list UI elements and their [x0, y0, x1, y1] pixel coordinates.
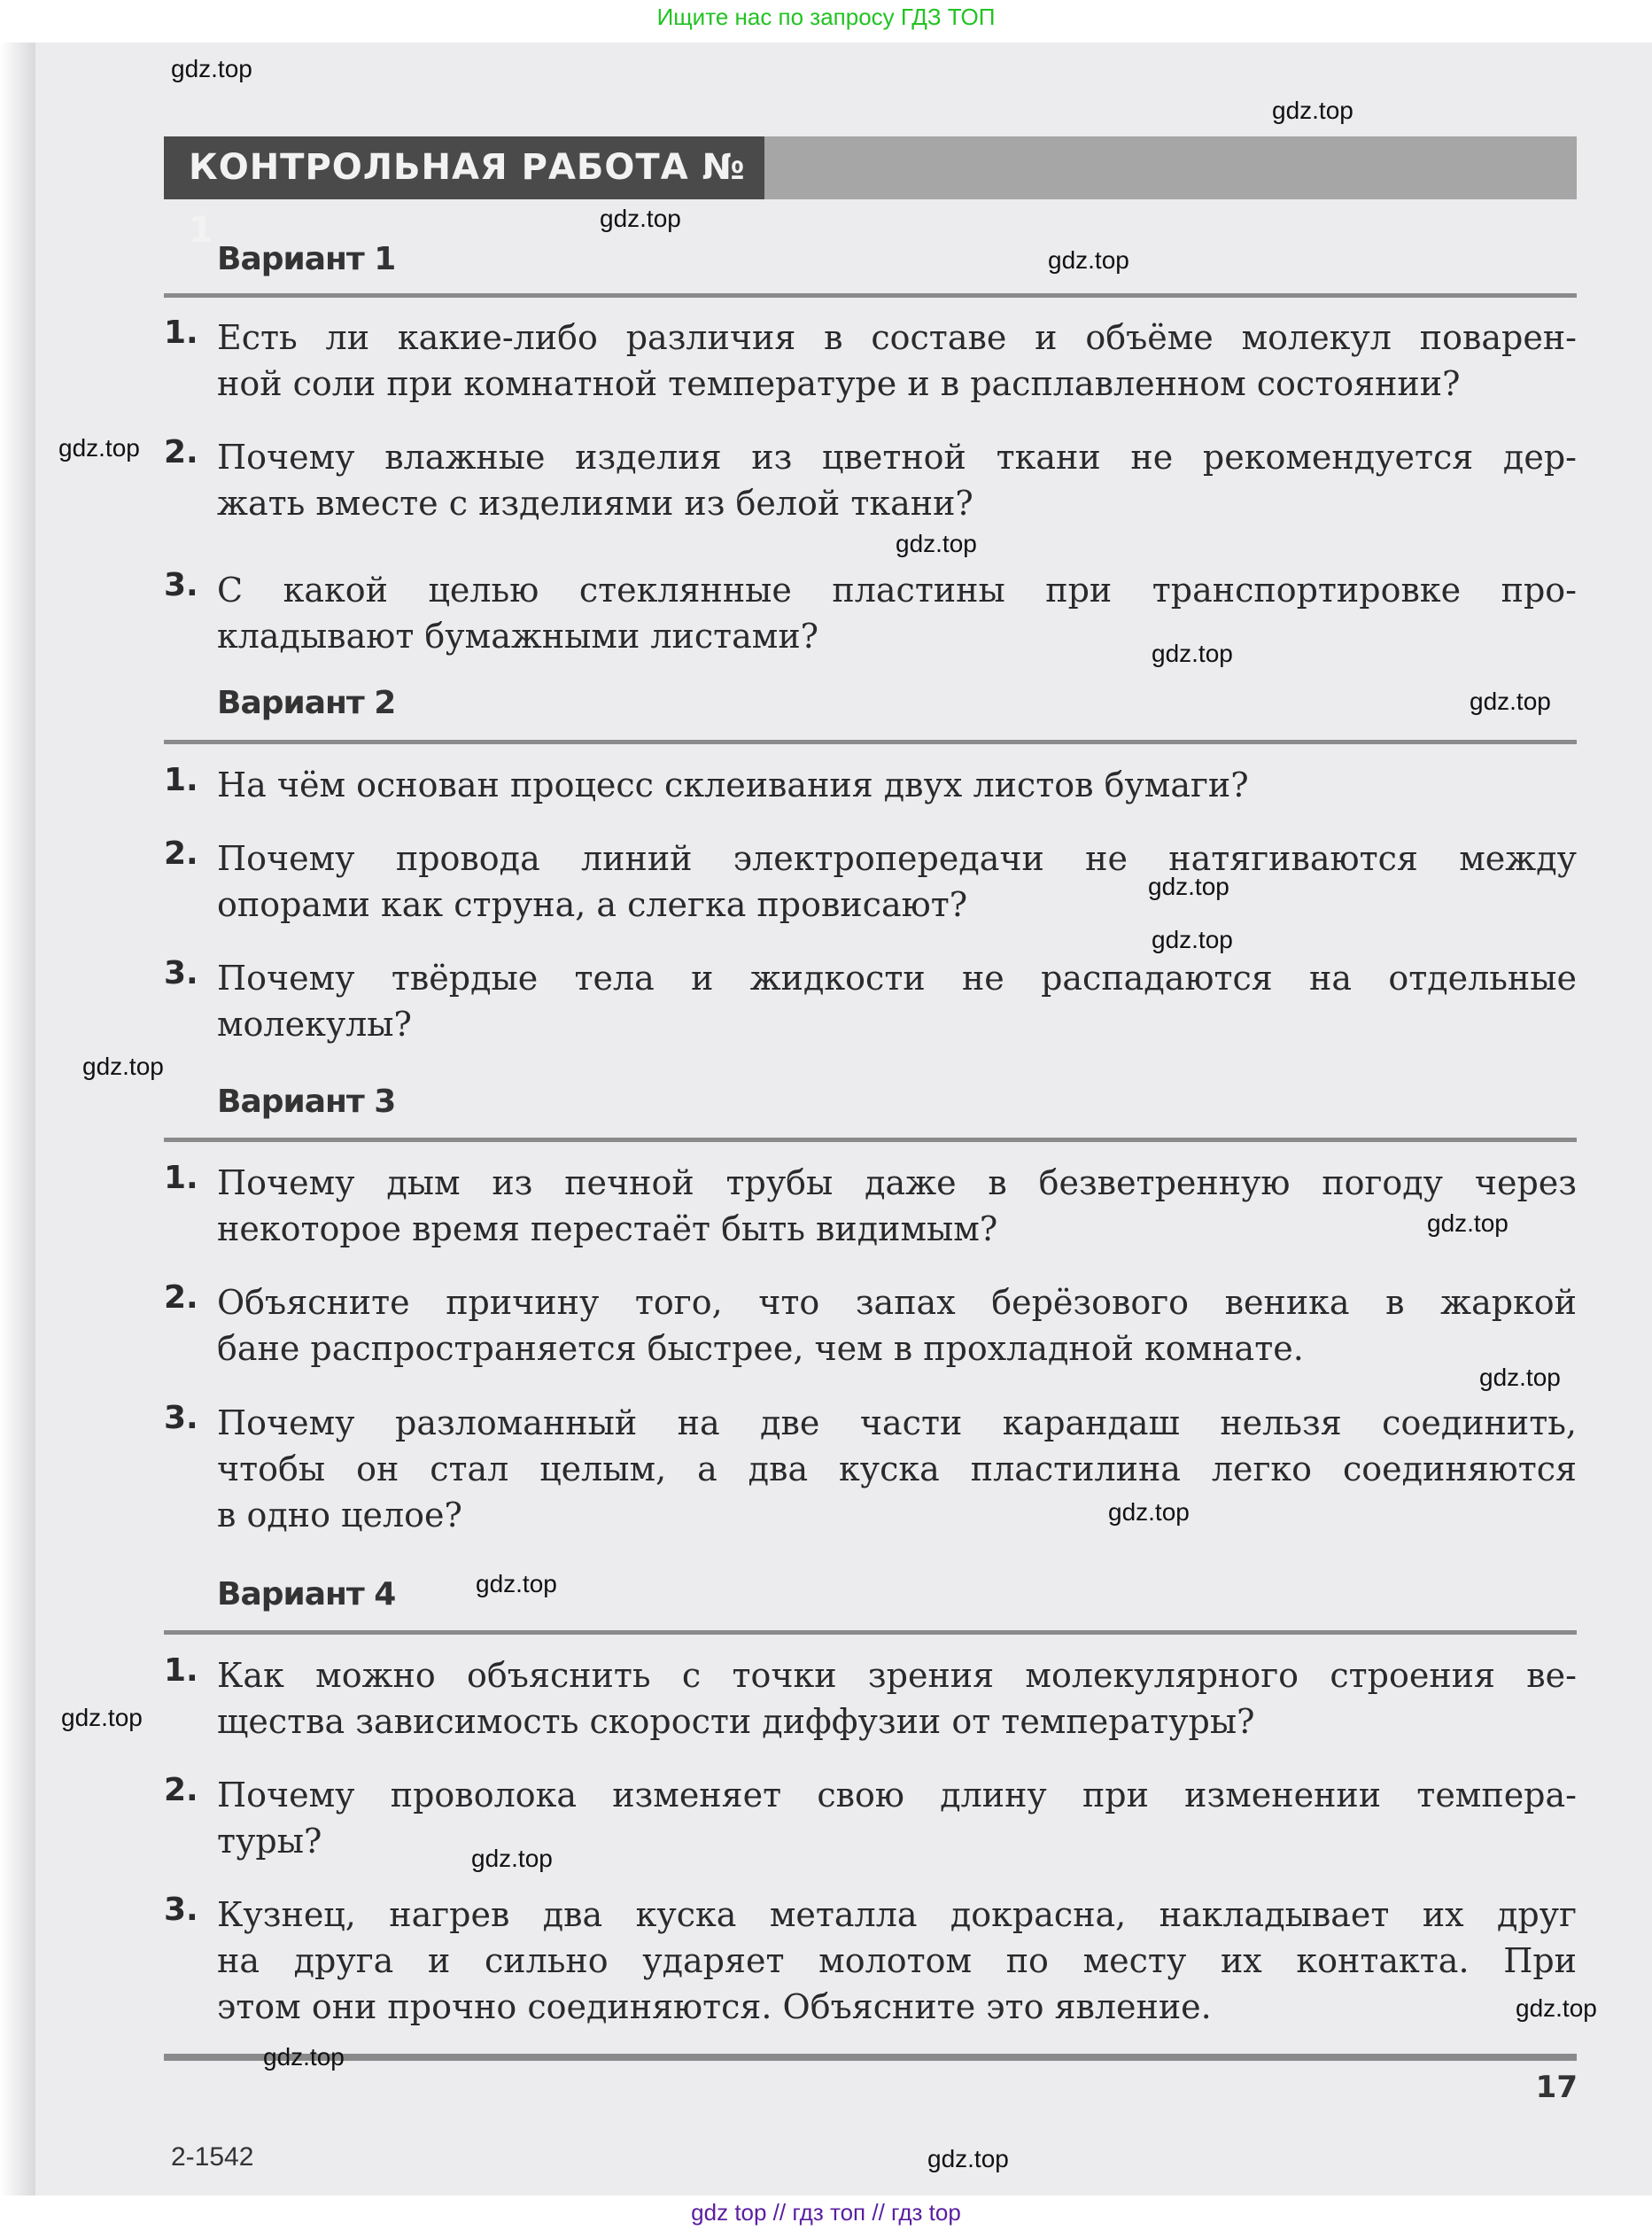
question-line: жать вместе с изделиями из белой ткани? — [217, 484, 973, 523]
question — [164, 1279, 1577, 1372]
footer-rule — [164, 2054, 1577, 2061]
print-code: 2-1542 — [171, 2142, 254, 2172]
footer-link[interactable]: gdz top // гдз топ // гдз top — [691, 2199, 961, 2226]
question — [164, 1652, 1577, 1745]
watermark: gdz.top — [896, 530, 977, 557]
question-line: Почему проволока изменяет свою длину при изменении темпера- — [217, 1776, 1577, 1814]
variant-heading: Вариант 4 — [217, 1576, 396, 1612]
question-number: 2. — [164, 1279, 198, 1316]
search-banner[interactable]: Ищите нас по запросу ГДЗ ТОП — [656, 4, 996, 30]
question-line: Объясните причину того, что запах берёзового веника в жаркой — [217, 1283, 1577, 1322]
question — [164, 1892, 1577, 2030]
question-text — [217, 1772, 1577, 1864]
question-number: 1. — [164, 1160, 198, 1196]
variant-heading: Вариант 1 — [217, 241, 396, 277]
question-line: чтобы он стал целым, а два куска пластилина легко соединяются — [217, 1449, 1577, 1488]
question-number: 3. — [164, 955, 198, 991]
question-text — [217, 1652, 1577, 1745]
question-number: 3. — [164, 1892, 198, 1928]
question-line: щества зависимость скорости диффузии от температуры? — [217, 1702, 1255, 1741]
question-text — [217, 762, 1577, 808]
variant-heading: Вариант 2 — [217, 685, 396, 721]
page-number: 17 — [1535, 2070, 1578, 2105]
question-text — [217, 1892, 1577, 2030]
question-line: Как можно объяснить с точки зрения молекулярного строения ве- — [217, 1656, 1577, 1695]
watermark: gdz.top — [171, 55, 252, 82]
question-text — [217, 835, 1577, 928]
watermark: gdz.top — [1272, 97, 1353, 124]
question-line: Почему провода линий электропередачи не натягиваются между — [217, 839, 1577, 878]
question-line: туры? — [217, 1822, 322, 1861]
question-line: кладывают бумажными листами? — [217, 617, 819, 656]
question-number: 1. — [164, 315, 198, 351]
variant-rule — [164, 740, 1577, 744]
question-text — [217, 955, 1577, 1047]
watermark: gdz.top — [58, 434, 140, 462]
question-line: молекулы? — [217, 1005, 412, 1044]
watermark: gdz.top — [1470, 688, 1551, 715]
question-line: Почему влажные изделия из цветной ткани не рекомендуется дер- — [217, 438, 1577, 477]
watermark: gdz.top — [1152, 926, 1233, 953]
watermark: gdz.top — [476, 1570, 557, 1597]
question-line: Почему дым из печной трубы даже в безветренную погоду через — [217, 1163, 1577, 1202]
watermark: gdz.top — [1479, 1364, 1561, 1391]
watermark: gdz.top — [1148, 873, 1229, 900]
question — [164, 835, 1577, 928]
page-title: КОНТРОЛЬНАЯ РАБОТА № 1 — [164, 136, 764, 199]
question-text — [217, 434, 1577, 526]
question-line: на друга и сильно ударяет молотом по месту их контакта. При — [217, 1941, 1577, 1980]
variant-rule — [164, 293, 1577, 298]
variant-rule — [164, 1138, 1577, 1142]
question-line: ной соли при комнатной температуре и в расплавленном состоянии? — [217, 364, 1461, 403]
page-spine — [0, 43, 35, 2195]
watermark: gdz.top — [1108, 1498, 1190, 1526]
question-text — [217, 1279, 1577, 1372]
question — [164, 1160, 1577, 1252]
watermark: gdz.top — [1516, 1994, 1597, 2022]
question-text — [217, 1400, 1577, 1538]
watermark: gdz.top — [927, 2145, 1009, 2172]
watermark: gdz.top — [600, 205, 681, 232]
question-number: 3. — [164, 1400, 198, 1436]
question-line: На чём основан процесс склеивания двух листов бумаги? — [217, 765, 1249, 804]
question — [164, 434, 1577, 526]
question-line: этом они прочно соединяются. Объясните это явление. — [217, 1987, 1212, 2026]
watermark: gdz.top — [1427, 1209, 1509, 1237]
question-line: Есть ли какие-либо различия в составе и объёме молекул поварен- — [217, 318, 1577, 357]
variant-rule — [164, 1630, 1577, 1635]
question — [164, 1772, 1577, 1864]
watermark: gdz.top — [263, 2043, 345, 2071]
question-line: бане распространяется быстрее, чем в прохладной комнате. — [217, 1329, 1304, 1368]
variant-heading: Вариант 3 — [217, 1084, 396, 1120]
watermark: gdz.top — [61, 1704, 143, 1731]
question-line: некоторое время перестаёт быть видимым? — [217, 1209, 998, 1248]
question-text — [217, 315, 1577, 407]
question — [164, 955, 1577, 1047]
watermark: gdz.top — [471, 1845, 553, 1872]
question-number: 3. — [164, 567, 198, 603]
question — [164, 315, 1577, 407]
question-line: С какой целью стеклянные пластины при транспортировке про- — [217, 571, 1577, 610]
question-number: 2. — [164, 835, 198, 872]
question — [164, 567, 1577, 659]
watermark: gdz.top — [1048, 246, 1129, 274]
watermark: gdz.top — [1152, 640, 1233, 667]
watermark: gdz.top — [82, 1053, 164, 1080]
question-text — [217, 1160, 1577, 1252]
question-text — [217, 567, 1577, 659]
question-line: Почему твёрдые тела и жидкости не распадаются на отдельные — [217, 959, 1577, 998]
question-number: 2. — [164, 1772, 198, 1808]
question-line: в одно целое? — [217, 1496, 462, 1535]
question-number: 2. — [164, 434, 198, 470]
question-line: Почему разломанный на две части карандаш нельзя соединить, — [217, 1403, 1577, 1442]
question-number: 1. — [164, 762, 198, 798]
question-number: 1. — [164, 1652, 198, 1689]
question — [164, 762, 1577, 808]
question — [164, 1400, 1577, 1538]
question-line: опорами как струна, а слегка провисают? — [217, 885, 968, 924]
question-line: Кузнец, нагрев два куска металла докрасна, накладывает их друг — [217, 1895, 1577, 1934]
